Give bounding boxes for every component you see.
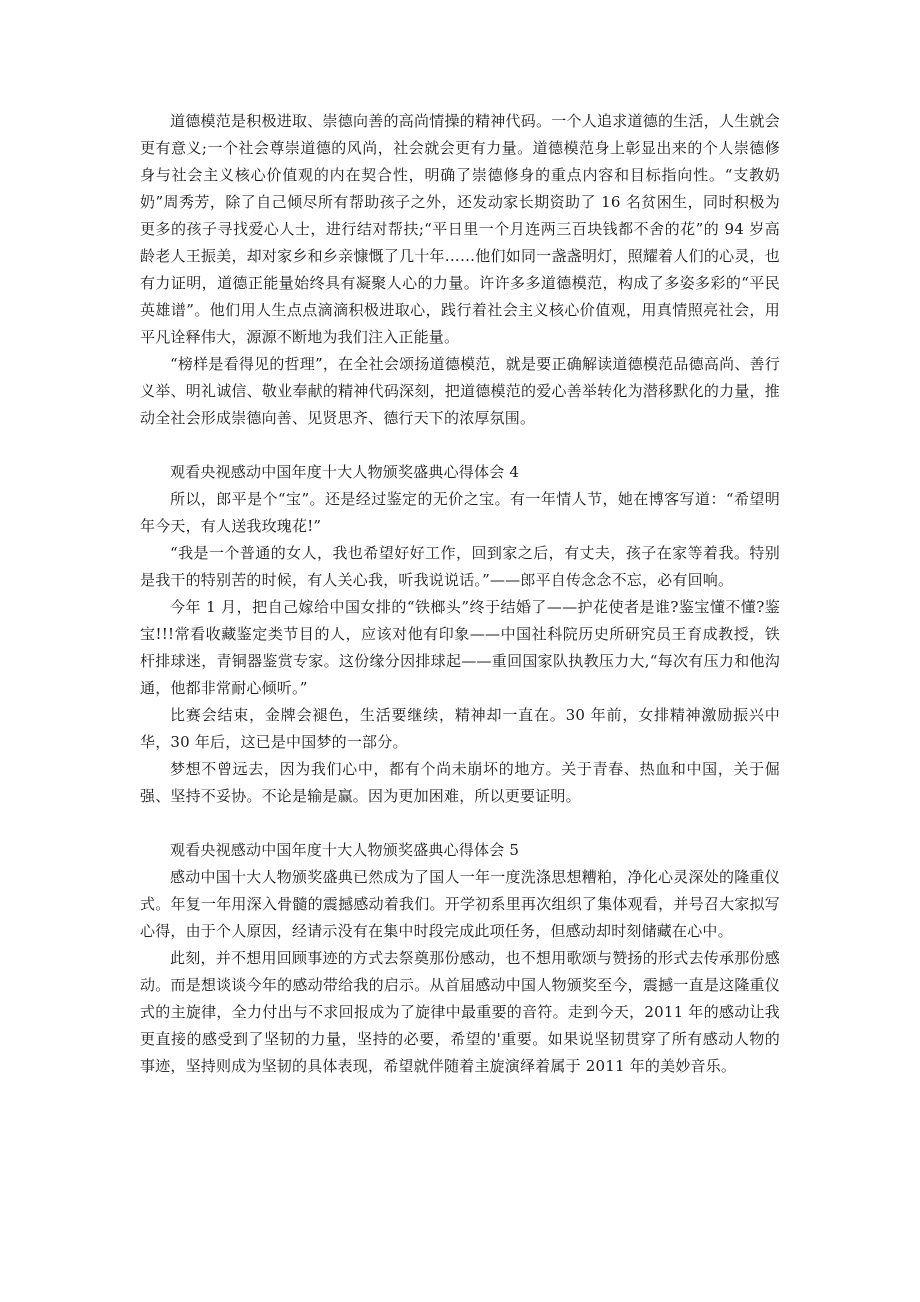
paragraph-ceremony-ritual: 感动中国十大人物颁奖盛典已然成为了国人一年一度洗涤思想糟粕，净化心灵深处的隆重仪式。年复一年用深入骨髓的震撼感动着我们。开学初系里再次组织了集体观看，并号召大家拟写心得，由于个人原因，经请示没有在集中时段完成此项任务，但感动却时刻储藏在心中。 <box>140 868 780 940</box>
paragraph-spirit-continues: 比赛会结束，金牌会褪色，生活要继续，精神却一直在。30 年前，女排精神激励振兴中华，30 年后，这已是中国梦的一部分。 <box>140 706 780 751</box>
paragraph-marriage-news: 今年 1 月，把自己嫁给中国女排的“铁榔头”终于结婚了——护花使者是谁?鉴宝懂不懂?鉴宝!!!常看收藏鉴定类节目的人，应该对他有印象——中国社科院历史所研究员王育成教授，铁杆排球迷，青铜器鉴赏专家。这份缘分因排球起——重回国家队执教压力大,“每次有压力和他沟通，他都非常耐心倾听。” <box>140 598 780 697</box>
paragraph-moral-models-code: 道德模范是积极进取、崇德向善的高尚情操的精神代码。一个人追求道德的生活，人生就会更有意义;一个社会尊崇道德的风尚，社会就会更有力量。道德模范身上彰显出来的个人崇德修身与社会主义核心价值观的内在契合性，明确了崇德修身的重点内容和目标指向性。“支教奶奶”周秀芳，除了自己倾尽所有帮助孩子之外，还发动家长期资助了 16 名贫困生，同时积极为更多的孩子寻找爱心人士，进行结对帮扶;“平日里一个月连两三百块钱都不舍的花”的 94 岁高龄老人王振美，却对家乡和乡亲慷慨了几十年……他们如同一盏盏明灯，照耀着人们的心灵，也有力证明，道德正能量始终具有凝聚人心的力量。许许多多道德模范，构成了多姿多彩的“平民英雄谱”。他们用人生点点滴滴积极进取心，践行着社会主义核心价值观，用真情照亮社会，用平凡诠释伟大，源源不断地为我们注入正能量。 <box>140 112 780 346</box>
paragraph-dreams-not-far: 梦想不曾远去，因为我们心中，都有个尚未崩坏的地方。关于青春、热血和中国，关于倔强、坚持不妥协。不论是输是赢。因为更加困难，所以更要证明。 <box>140 760 780 805</box>
paragraph-ordinary-woman-quote: “我是一个普通的女人，我也希望好好工作，回到家之后，有丈夫，孩子在家等着我。特别是我干的特别苦的时候，有人关心我，听我说说话。”——郎平自传念念不忘，必有回响。 <box>140 544 780 589</box>
paragraph-lang-ping-treasure: 所以，郎平是个“宝”。还是经过鉴定的无价之宝。有一年情人节，她在博客写道：“希望明年今天，有人送我玫瑰花!” <box>140 490 780 535</box>
paragraph-role-models-philosophy: “榜样是看得见的哲理”，在全社会颂扬道德模范，就是要正确解读道德模范品德高尚、善行义举、明礼诚信、敬业奉献的精神代码深刻，把道德模范的爱心善举转化为潜移默化的力量，推动全社会形成崇德向善、见贤思齐、德行天下的浓厚氛围。 <box>140 355 780 427</box>
section-heading-4: 观看央视感动中国年度十大人物颁奖盛典心得体会 4 <box>170 463 520 481</box>
document-page <box>140 108 780 1080</box>
section-heading-5: 观看央视感动中国年度十大人物颁奖盛典心得体会 5 <box>170 841 520 859</box>
paragraph-reflection-2011: 此刻，并不想用回顾事迹的方式去祭奠那份感动，也不想用歌颂与赞扬的形式去传承那份感动。而是想谈谈今年的感动带给我的启示。从首届感动中国人物颁奖至今，震撼一直是这隆重仪式的主旋律，全力付出与不求回报成为了旋律中最重要的音符。走到今天，2011 年的感动让我更直接的感受到了坚韧的力量，坚持的必要，希望的'重要。如果说坚韧贯穿了所有感动人物的事迹，坚持则成为坚韧的具体表现，希望就伴随着主旋演绎着属于 2011 年的美妙音乐。 <box>140 949 780 1075</box>
